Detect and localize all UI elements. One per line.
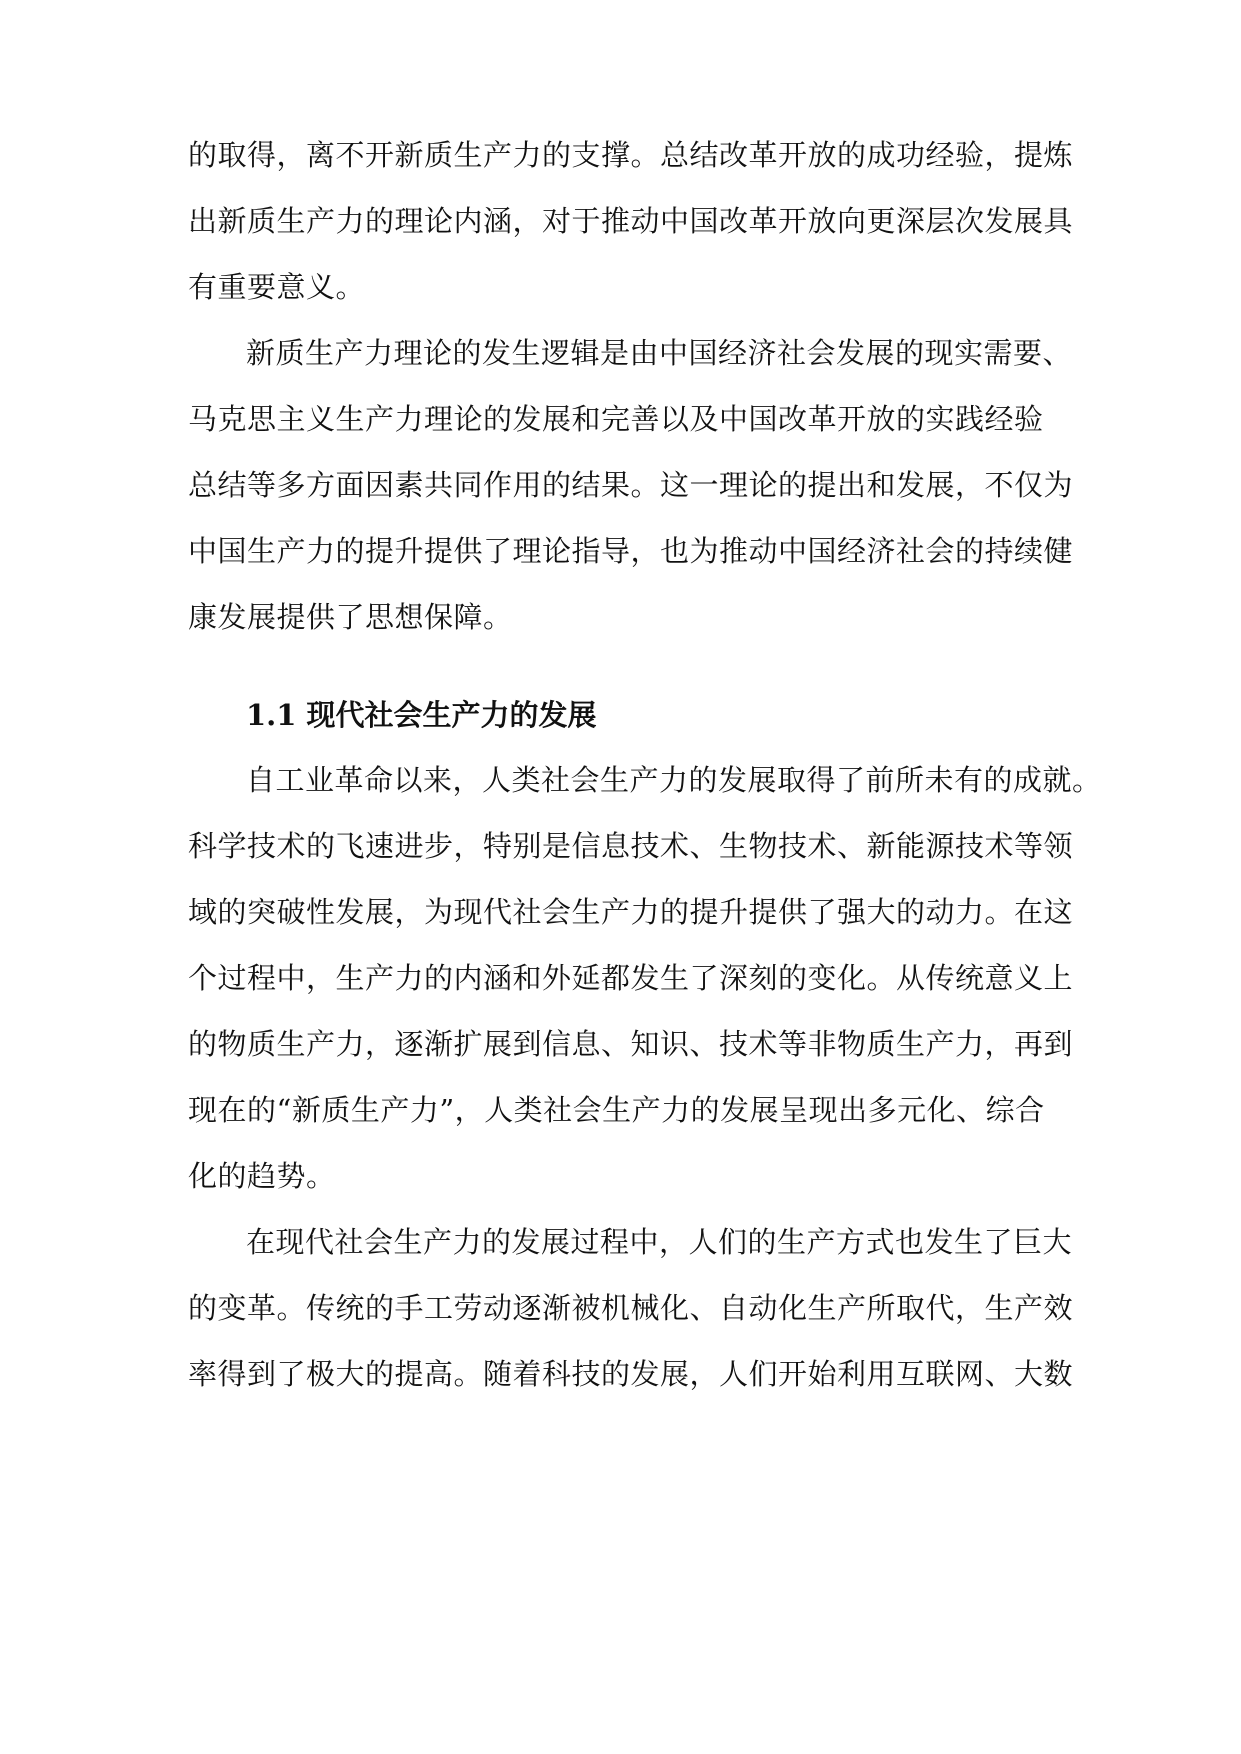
section-paragraph-1-line-1: 自工业革命以来，人类社会生产力的发展取得了前所未有的成就。 (246, 763, 1102, 797)
section-heading: 1.1 现代社会生产力的发展 (246, 698, 597, 732)
section-paragraph-1-line-2: 科学技术的飞速进步，特别是信息技术、生物技术、新能源技术等领 (188, 829, 1074, 863)
paragraph-2-line-2: 马克思主义生产力理论的发展和完善以及中国改革开放的实践经验 (188, 402, 1044, 436)
paragraph-2-line-1: 新质生产力理论的发生逻辑是由中国经济社会发展的现实需要、 (246, 336, 1073, 370)
section-paragraph-1-line-6: 现在的“新质生产力”，人类社会生产力的发展呈现出多元化、综合 (188, 1093, 1045, 1127)
paragraph-2-line-3: 总结等多方面因素共同作用的结果。这一理论的提出和发展，不仅为 (188, 468, 1074, 502)
paragraph-1-line-2: 出新质生产力的理论内涵，对于推动中国改革开放向更深层次发展具 (188, 204, 1074, 238)
section-paragraph-2-line-1: 在现代社会生产力的发展过程中，人们的生产方式也发生了巨大 (246, 1225, 1073, 1259)
paragraph-1-line-1: 的取得，离不开新质生产力的支撑。总结改革开放的成功经验，提炼 (188, 138, 1074, 172)
section-paragraph-2-line-3: 率得到了极大的提高。随着科技的发展，人们开始利用互联网、大数 (188, 1357, 1074, 1391)
section-paragraph-2-line-2: 的变革。传统的手工劳动逐渐被机械化、自动化生产所取代，生产效 (188, 1291, 1074, 1325)
paragraph-2-line-4: 中国生产力的提升提供了理论指导，也为推动中国经济社会的持续健 (188, 534, 1074, 568)
section-paragraph-1-line-3: 域的突破性发展，为现代社会生产力的提升提供了强大的动力。在这 (188, 895, 1074, 929)
section-paragraph-1-line-7: 化的趋势。 (188, 1159, 336, 1193)
section-paragraph-1-line-4: 个过程中，生产力的内涵和外延都发生了深刻的变化。从传统意义上 (188, 961, 1074, 995)
paragraph-1-line-3: 有重要意义。 (188, 270, 366, 304)
section-paragraph-1-line-5: 的物质生产力，逐渐扩展到信息、知识、技术等非物质生产力，再到 (188, 1027, 1074, 1061)
paragraph-2-line-5: 康发展提供了思想保障。 (188, 600, 513, 634)
